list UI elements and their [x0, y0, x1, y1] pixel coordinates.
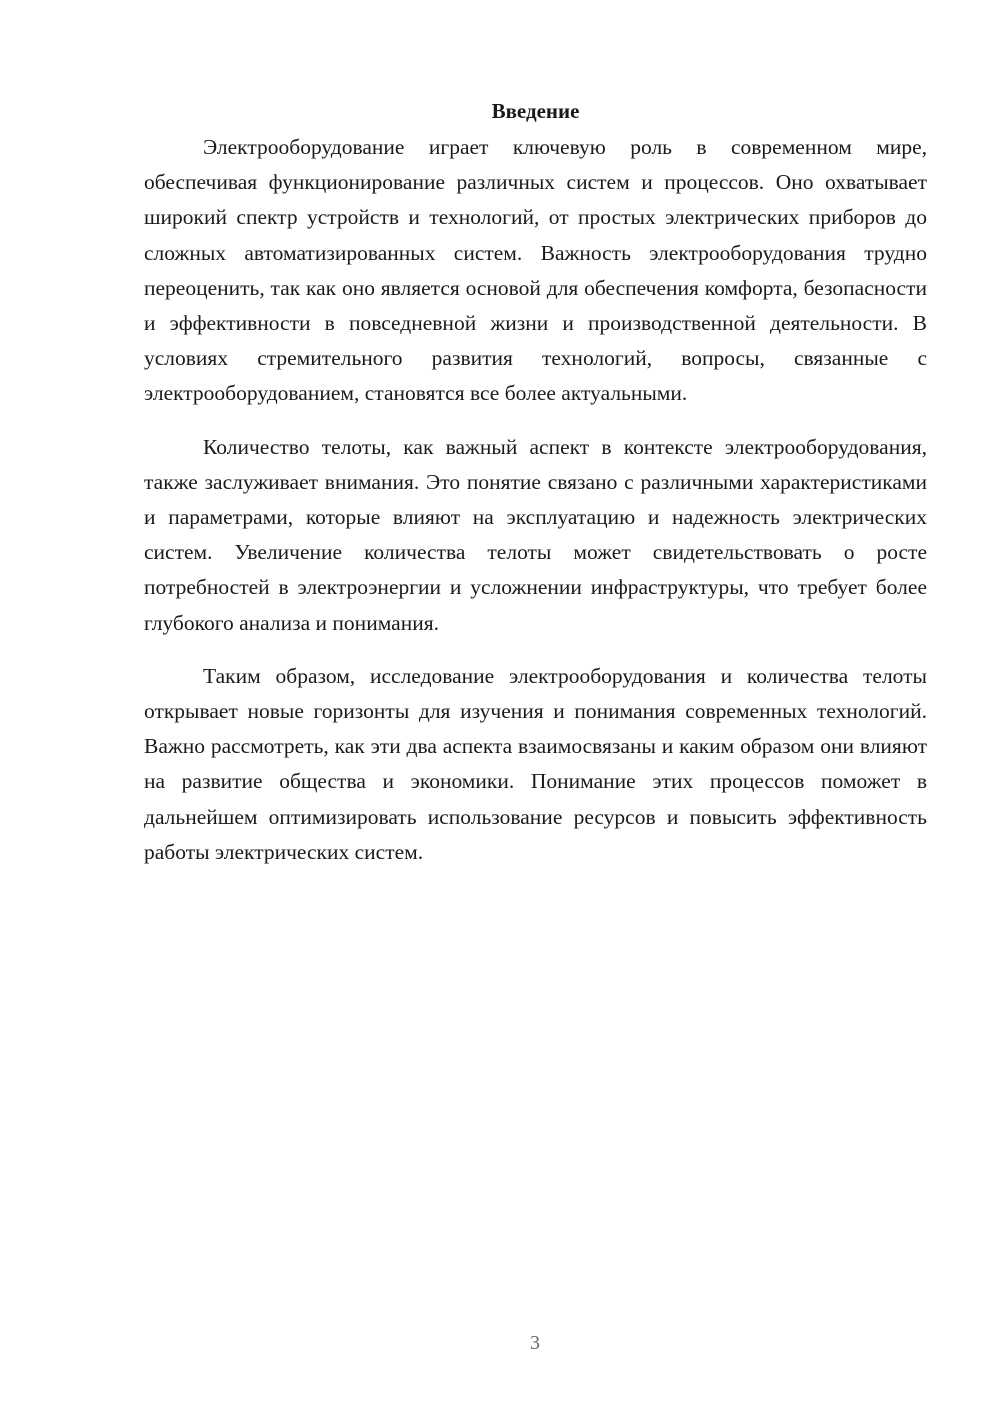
paragraph-heat-quantity: Количество телоты, как важный аспект в контексте электрооборудования, также заслуживает внимания. Это понятие связано с различными характеристиками и параметрами, которые влияют на эксплуатацию и надежность электрических систем. Увеличение количества телоты может свидетельствовать о росте потребностей в электроэнергии и усложнении инфраструктуры, что требует более глубокого анализа и понимания.	[144, 434, 927, 635]
page-content	[144, 94, 927, 888]
page-title: Введение	[491, 99, 580, 123]
paragraph-conclusion: Таким образом, исследование электрооборудования и количества телоты открывает новые горизонты для изучения и понимания современных технологий. Важно рассмотреть, как эти два аспекта взаимосвязаны и каким образом они влияют на развитие общества и экономики. Понимание этих процессов поможет в дальнейшем оптимизировать использование ресурсов и повысить эффективность работы электрических систем.	[144, 663, 927, 864]
page-number: 3	[530, 1332, 540, 1354]
paragraph-intro: Электрооборудование играет ключевую роль в современном мире, обеспечивая функционирование различных систем и процессов. Оно охватывает широкий спектр устройств и технологий, от простых электрических приборов до сложных автоматизированных систем. Важность электрооборудования трудно переоценить, так как оно является основой для обеспечения комфорта, безопасности и эффективности в повседневной жизни и производственной деятельности. В условиях стремительного развития технологий, вопросы, связанные с электрооборудованием, становятся все более актуальными.	[144, 135, 927, 406]
